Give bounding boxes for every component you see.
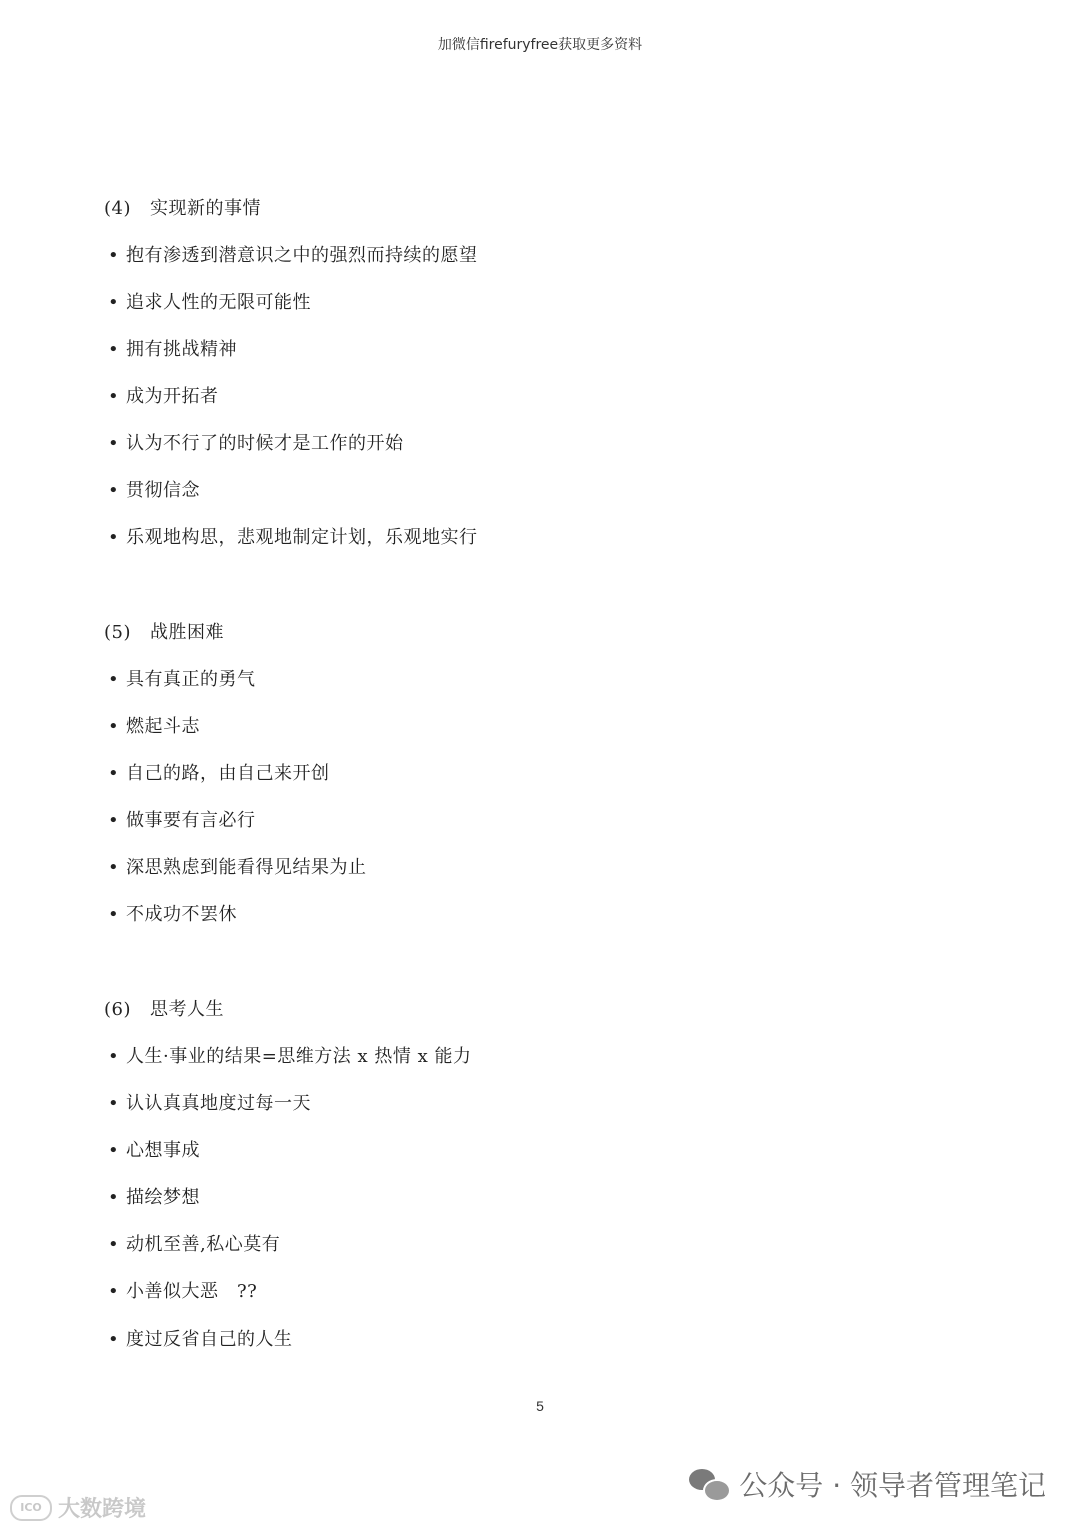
list-item: • 燃起斗志: [108, 716, 200, 737]
list-item: • 做事要有言必行: [108, 810, 256, 831]
list-item: • 认认真真地度过每一天: [108, 1093, 311, 1114]
list-item: • 不成功不罢休: [108, 904, 237, 925]
list-item: • 人生·事业的结果=思维方法 x 热情 x 能力: [108, 1046, 472, 1067]
section-number: (5): [104, 622, 131, 643]
list-item: • 具有真正的勇气: [108, 669, 256, 690]
list-item: • 小善似大恶 ??: [108, 1281, 258, 1302]
list-item: • 乐观地构思，悲观地制定计划，乐观地实行: [108, 527, 478, 548]
page-header: 加微信firefuryfree获取更多资料: [437, 37, 643, 53]
watermark-logo-icon: ICO: [10, 1495, 52, 1521]
source-watermark: [10, 1492, 146, 1523]
wechat-watermark-text: 公众号 · 领导者管理笔记: [739, 1469, 1046, 1502]
section-title: 实现新的事情: [150, 198, 261, 219]
page-number: 5: [536, 1398, 544, 1414]
source-watermark-text: 大数跨境: [58, 1497, 147, 1522]
list-item: • 追求人性的无限可能性: [108, 292, 311, 313]
list-item: • 心想事成: [108, 1140, 200, 1161]
list-item: • 动机至善,私心莫有: [108, 1234, 281, 1255]
list-item: • 度过反省自己的人生: [108, 1329, 293, 1350]
section-heading: [104, 197, 261, 221]
list-item: • 成为开拓者: [108, 386, 219, 407]
list-item: • 认为不行了的时候才是工作的开始: [108, 433, 404, 454]
section-title: 战胜困难: [150, 622, 224, 643]
list-item: • 描绘梦想: [108, 1187, 200, 1208]
section-title: 思考人生: [150, 999, 224, 1020]
section-heading: [104, 998, 224, 1022]
section-number: (4): [104, 198, 131, 219]
wechat-watermark: [689, 1464, 1046, 1504]
wechat-icon: [689, 1467, 729, 1501]
section-heading: [104, 621, 224, 645]
list-item: • 深思熟虑到能看得见结果为止: [108, 857, 367, 878]
list-item: • 自己的路，由自己来开创: [108, 763, 330, 784]
list-item: • 贯彻信念: [108, 480, 200, 501]
list-item: • 拥有挑战精神: [108, 339, 237, 360]
section-number: (6): [104, 999, 131, 1020]
list-item: • 抱有渗透到潜意识之中的强烈而持续的愿望: [108, 245, 478, 266]
